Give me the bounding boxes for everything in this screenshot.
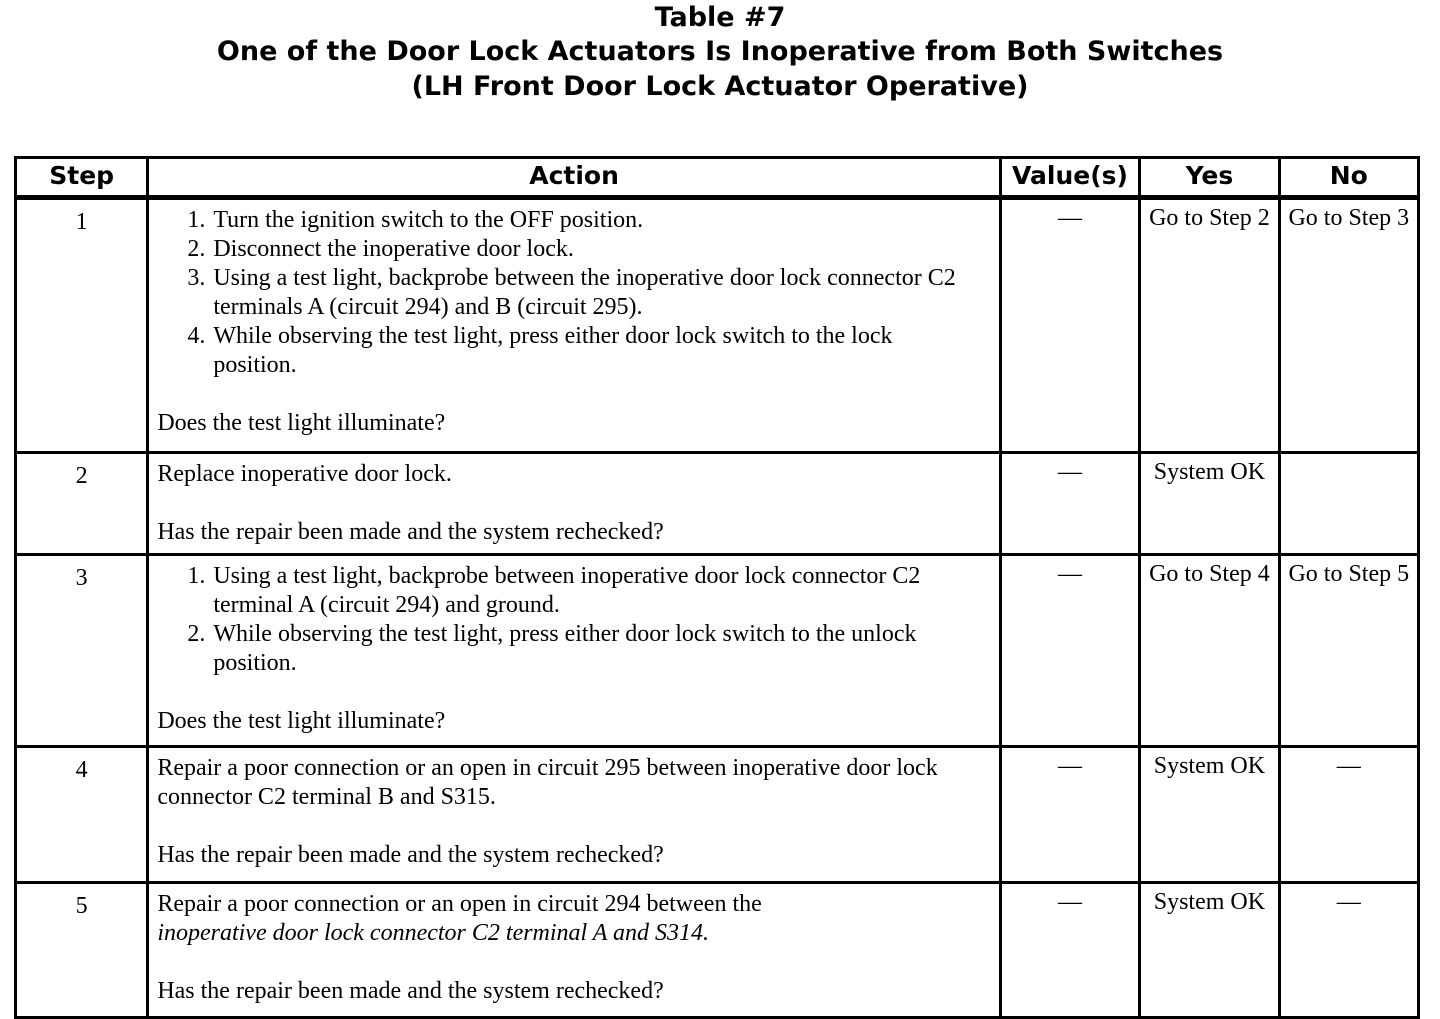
- action-text: Replace inoperative door lock.: [157, 461, 452, 487]
- step-number: 1: [16, 198, 148, 453]
- yes-cell: System OK: [1140, 747, 1279, 883]
- step-number: 3: [16, 555, 148, 747]
- step-number: 5: [16, 883, 148, 1018]
- action-cell: [148, 453, 1001, 555]
- table-subtitle: (LH Front Door Lock Actuator Operative): [411, 71, 1029, 102]
- action-item: 4. While observing the test light, press either door lock switch to the lock position.: [211, 322, 979, 380]
- action-item: 2. Disconnect the inoperative door lock.: [211, 235, 979, 264]
- action-list: [157, 206, 979, 380]
- yes-cell: System OK: [1140, 453, 1279, 555]
- action-text-line: Repair a poor connection or an open in circuit 294 between the: [157, 891, 762, 917]
- yes-cell: Go to Step 2: [1140, 198, 1279, 453]
- header-yes: Yes: [1140, 158, 1279, 198]
- action-question: Has the repair been made and the system rechecked?: [157, 978, 664, 1004]
- no-cell: —: [1279, 883, 1418, 1018]
- no-cell: Go to Step 5: [1279, 555, 1418, 747]
- diagnostic-table: [14, 156, 1420, 1019]
- action-text-line: inoperative door lock connector C2 terminal A and S314.: [157, 920, 710, 946]
- header-no: No: [1279, 158, 1418, 198]
- action-question: Does the test light illuminate?: [157, 708, 446, 734]
- table-title-block: [0, 2, 1440, 104]
- header-action: Action: [148, 158, 1001, 198]
- action-item: 1. Using a test light, backprobe between inoperative door lock connector C2 terminal A (circuit 294) and ground.: [211, 562, 979, 620]
- table-row: [16, 453, 1419, 555]
- action-cell: [148, 198, 1001, 453]
- header-step: Step: [16, 158, 148, 198]
- value-cell: —: [1000, 453, 1139, 555]
- value-cell: —: [1000, 555, 1139, 747]
- value-cell: —: [1000, 747, 1139, 883]
- step-number: 4: [16, 747, 148, 883]
- action-question: Has the repair been made and the system rechecked?: [157, 519, 664, 545]
- table-title: One of the Door Lock Actuators Is Inoperative from Both Switches: [216, 36, 1224, 67]
- value-cell: —: [1000, 198, 1139, 453]
- action-cell: [148, 555, 1001, 747]
- action-question: Has the repair been made and the system rechecked?: [157, 842, 664, 868]
- no-cell: Go to Step 3: [1279, 198, 1418, 453]
- header-values: Value(s): [1000, 158, 1139, 198]
- action-cell: [148, 883, 1001, 1018]
- table-row: [16, 555, 1419, 747]
- action-item: 3. Using a test light, backprobe between the inoperative door lock connector C2 terminals A (circuit 294) and B (circuit 295).: [211, 264, 979, 322]
- action-item: 2. While observing the test light, press either door lock switch to the unlock position.: [211, 620, 979, 678]
- table-row: [16, 883, 1419, 1018]
- action-item: 1. Turn the ignition switch to the OFF position.: [211, 206, 979, 235]
- no-cell: —: [1279, 747, 1418, 883]
- step-number: 2: [16, 453, 148, 555]
- table-header-row: [16, 158, 1419, 198]
- yes-cell: System OK: [1140, 883, 1279, 1018]
- action-text: Repair a poor connection or an open in circuit 295 between inoperative door lock connector C2 terminal B and S315.: [157, 755, 938, 810]
- value-cell: —: [1000, 883, 1139, 1018]
- action-cell: [148, 747, 1001, 883]
- table-row: [16, 747, 1419, 883]
- table-number: Table #7: [654, 2, 786, 33]
- action-question: Does the test light illuminate?: [157, 410, 446, 436]
- yes-cell: Go to Step 4: [1140, 555, 1279, 747]
- no-cell: [1279, 453, 1418, 555]
- table-row: [16, 198, 1419, 453]
- action-list: [157, 562, 979, 678]
